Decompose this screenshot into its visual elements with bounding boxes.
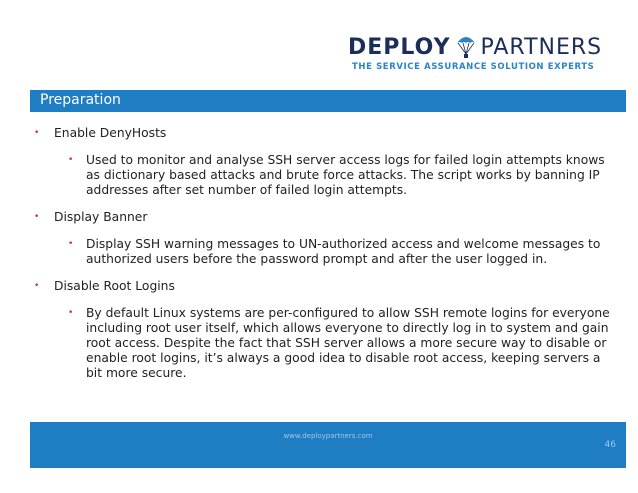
bullet-item bbox=[30, 126, 620, 141]
logo-partners-text: PARTNERS bbox=[480, 34, 603, 60]
logo-tagline: THE SERVICE ASSURANCE SOLUTION EXPERTS bbox=[352, 62, 595, 72]
sub-bullet-text: Display SSH warning messages to UN-authorized access and welcome messages to authorized users before the password prompt and after the user logged in. bbox=[86, 237, 601, 266]
sub-bullet-text: By default Linux systems are per-configured to allow SSH remote logins for everyone including root user itself, which allows everyone to directly log in to system and gain root access. Despite the fact that SSH server allows a more secure way to disable or enable root logins, it’s always a good idea to disable root access, keeping servers a bit more secure. bbox=[86, 306, 610, 380]
slide bbox=[26, 22, 626, 472]
title-bar bbox=[30, 90, 626, 112]
bullet-icon: • bbox=[34, 281, 40, 291]
bullet-icon: • bbox=[68, 308, 74, 318]
sub-bullet-item bbox=[30, 153, 620, 198]
bullet-icon: • bbox=[68, 155, 74, 165]
bullet-item bbox=[30, 279, 620, 294]
footer-bar bbox=[30, 422, 626, 468]
page-number: 46 bbox=[604, 440, 616, 450]
company-logo bbox=[348, 34, 608, 72]
sub-bullet-item bbox=[30, 306, 620, 381]
logo-deploy-text: DEPLOY bbox=[348, 34, 451, 60]
bullet-icon: • bbox=[34, 212, 40, 222]
bullet-heading: Disable Root Logins bbox=[54, 279, 175, 293]
bullet-icon: • bbox=[34, 128, 40, 138]
bullet-icon: • bbox=[68, 239, 74, 249]
slide-content bbox=[30, 126, 620, 393]
bullet-item bbox=[30, 210, 620, 225]
bullet-heading: Enable DenyHosts bbox=[54, 126, 167, 140]
logo-wordmark bbox=[348, 34, 608, 60]
sub-bullet-item bbox=[30, 237, 620, 267]
parachute-icon bbox=[455, 34, 477, 60]
sub-bullet-text: Used to monitor and analyse SSH server access logs for failed login attempts knows as dictionary based attacks and brute force attacks. The script works by banning IP addresses after set number of failed login attempts. bbox=[86, 153, 605, 197]
bullet-heading: Display Banner bbox=[54, 210, 148, 224]
footer-url[interactable]: www.deploypartners.com bbox=[283, 432, 373, 440]
slide-title: Preparation bbox=[40, 92, 121, 108]
